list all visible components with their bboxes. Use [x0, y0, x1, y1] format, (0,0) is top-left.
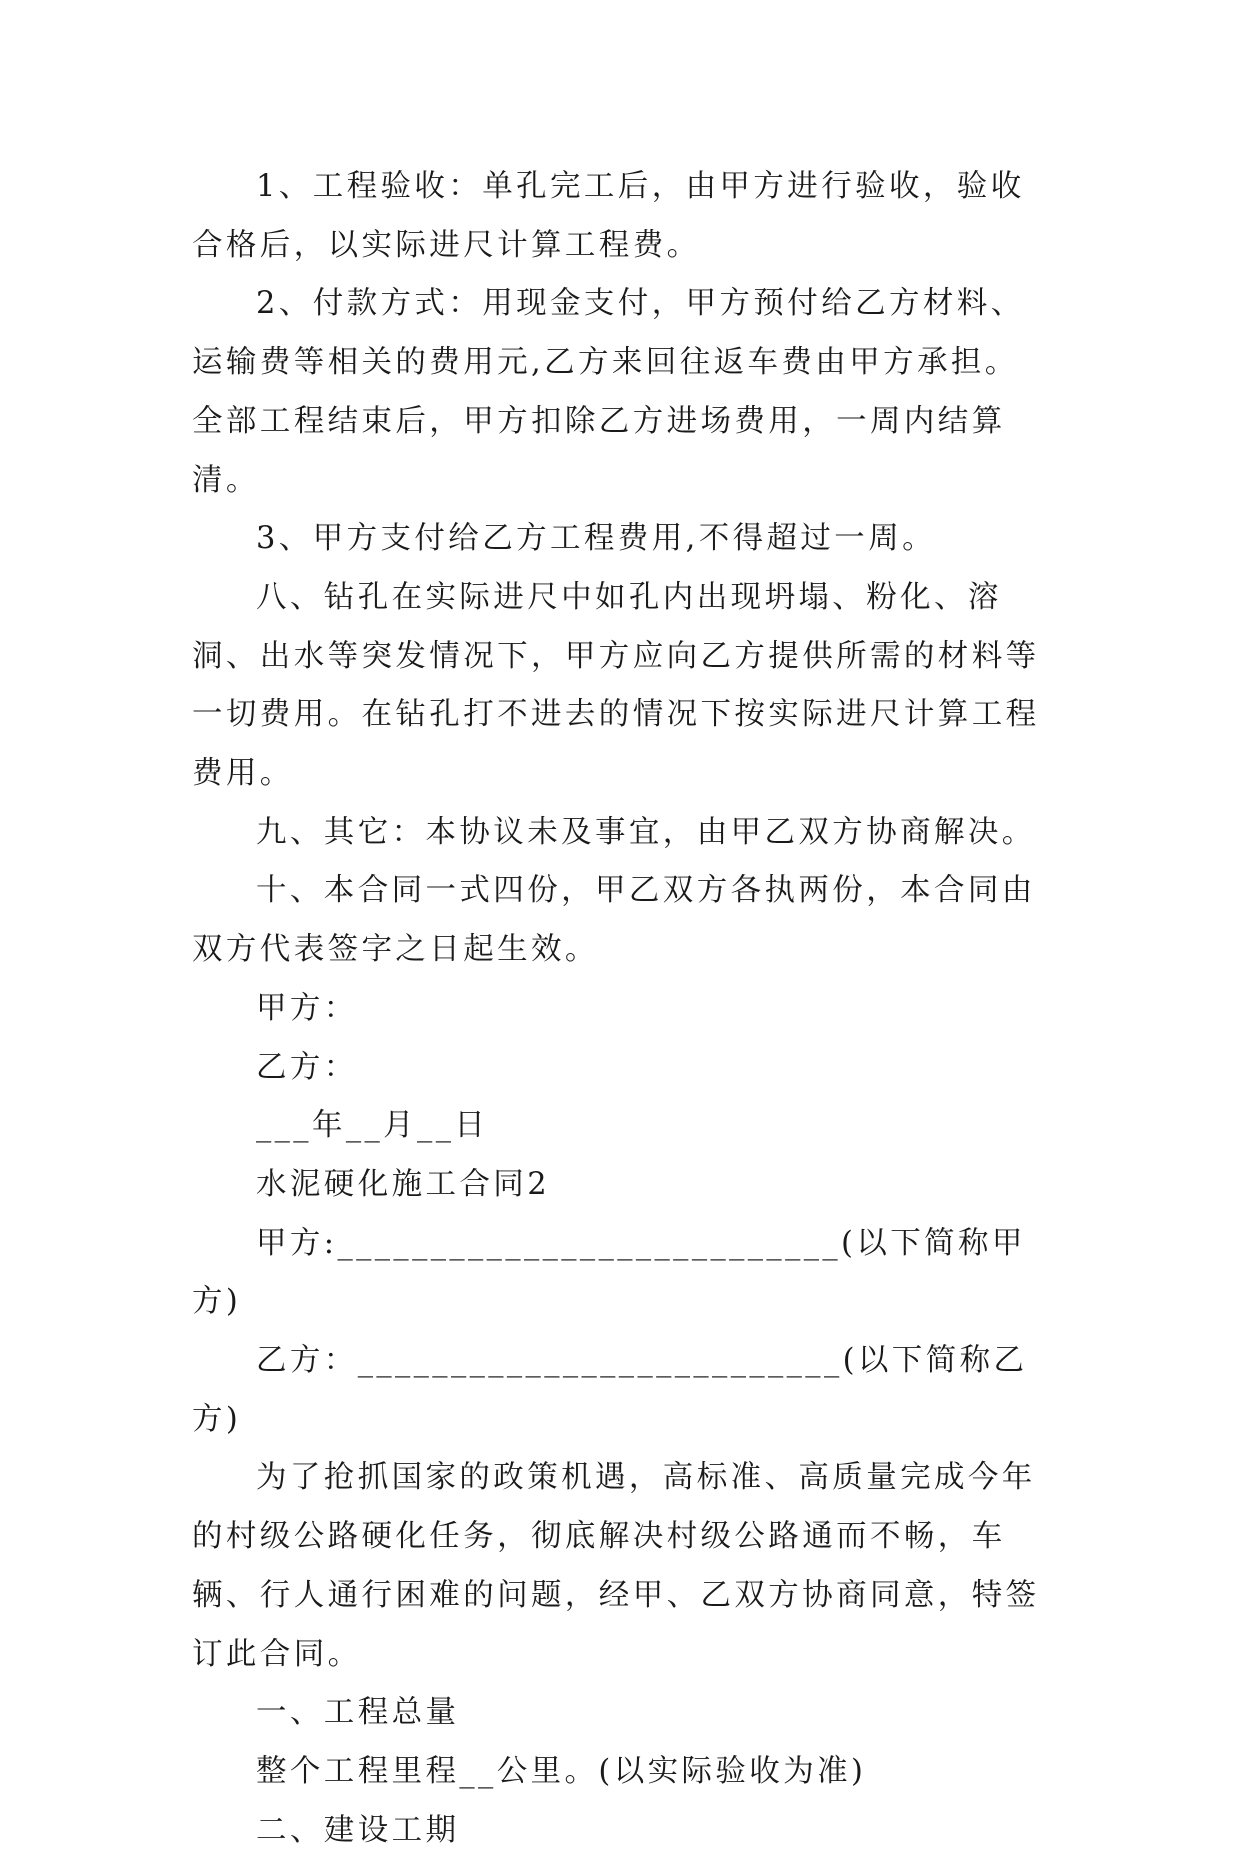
contract-2-party-a: 甲方:___________________________(以下简称甲方)	[192, 1225, 1026, 1320]
signature-date-line: ___年__月__日	[256, 1108, 489, 1144]
party-a-signature-line: 甲方：	[256, 990, 358, 1026]
section-one-heading: 一、工程总量	[256, 1695, 460, 1731]
party-b-signature-line: 乙方：	[256, 1049, 358, 1085]
clause-ten-copies: 十、本合同一式四份，甲乙双方各执两份，本合同由双方代表签字之日起生效。	[192, 873, 1036, 968]
clause-payment-method: 2、付款方式：用现金支付，甲方预付给乙方材料、运输费等相关的费用元,乙方来回往返车费由甲方承担。全部工程结束后，甲方扣除乙方进场费用，一周内结算清。	[192, 286, 1025, 498]
project-mileage: 整个工程里程__公里。(以实际验收为准)	[256, 1753, 867, 1789]
clause-payment-deadline: 3、甲方支付给乙方工程费用,不得超过一周。	[256, 521, 936, 557]
contract-2-preamble: 为了抢抓国家的政策机遇，高标准、高质量完成今年的村级公路硬化任务，彻底解决村级公路通而不畅，车辆、行人通行困难的问题，经甲、乙双方协商同意，特签订此合同。	[192, 1460, 1040, 1672]
section-two-heading: 二、建设工期	[256, 1812, 460, 1848]
contract-2-title: 水泥硬化施工合同2	[256, 1166, 551, 1202]
clause-eight-drilling: 八、钻孔在实际进尺中如孔内出现坍塌、粉化、溶洞、出水等突发情况下，甲方应向乙方提供所需的材料等一切费用。在钻孔打不进去的情况下按实际进尺计算工程费用。	[192, 579, 1040, 792]
clause-nine-other: 九、其它：本协议未及事宜，由甲乙双方协商解决。	[256, 814, 1036, 850]
clause-acceptance: 1、工程验收：单孔完工后，由甲方进行验收，验收合格后，以实际进尺计算工程费。	[192, 169, 1025, 263]
document-body	[192, 158, 1052, 1860]
contract-2-party-b: 乙方：__________________________(以下简称乙方)	[192, 1343, 1028, 1437]
